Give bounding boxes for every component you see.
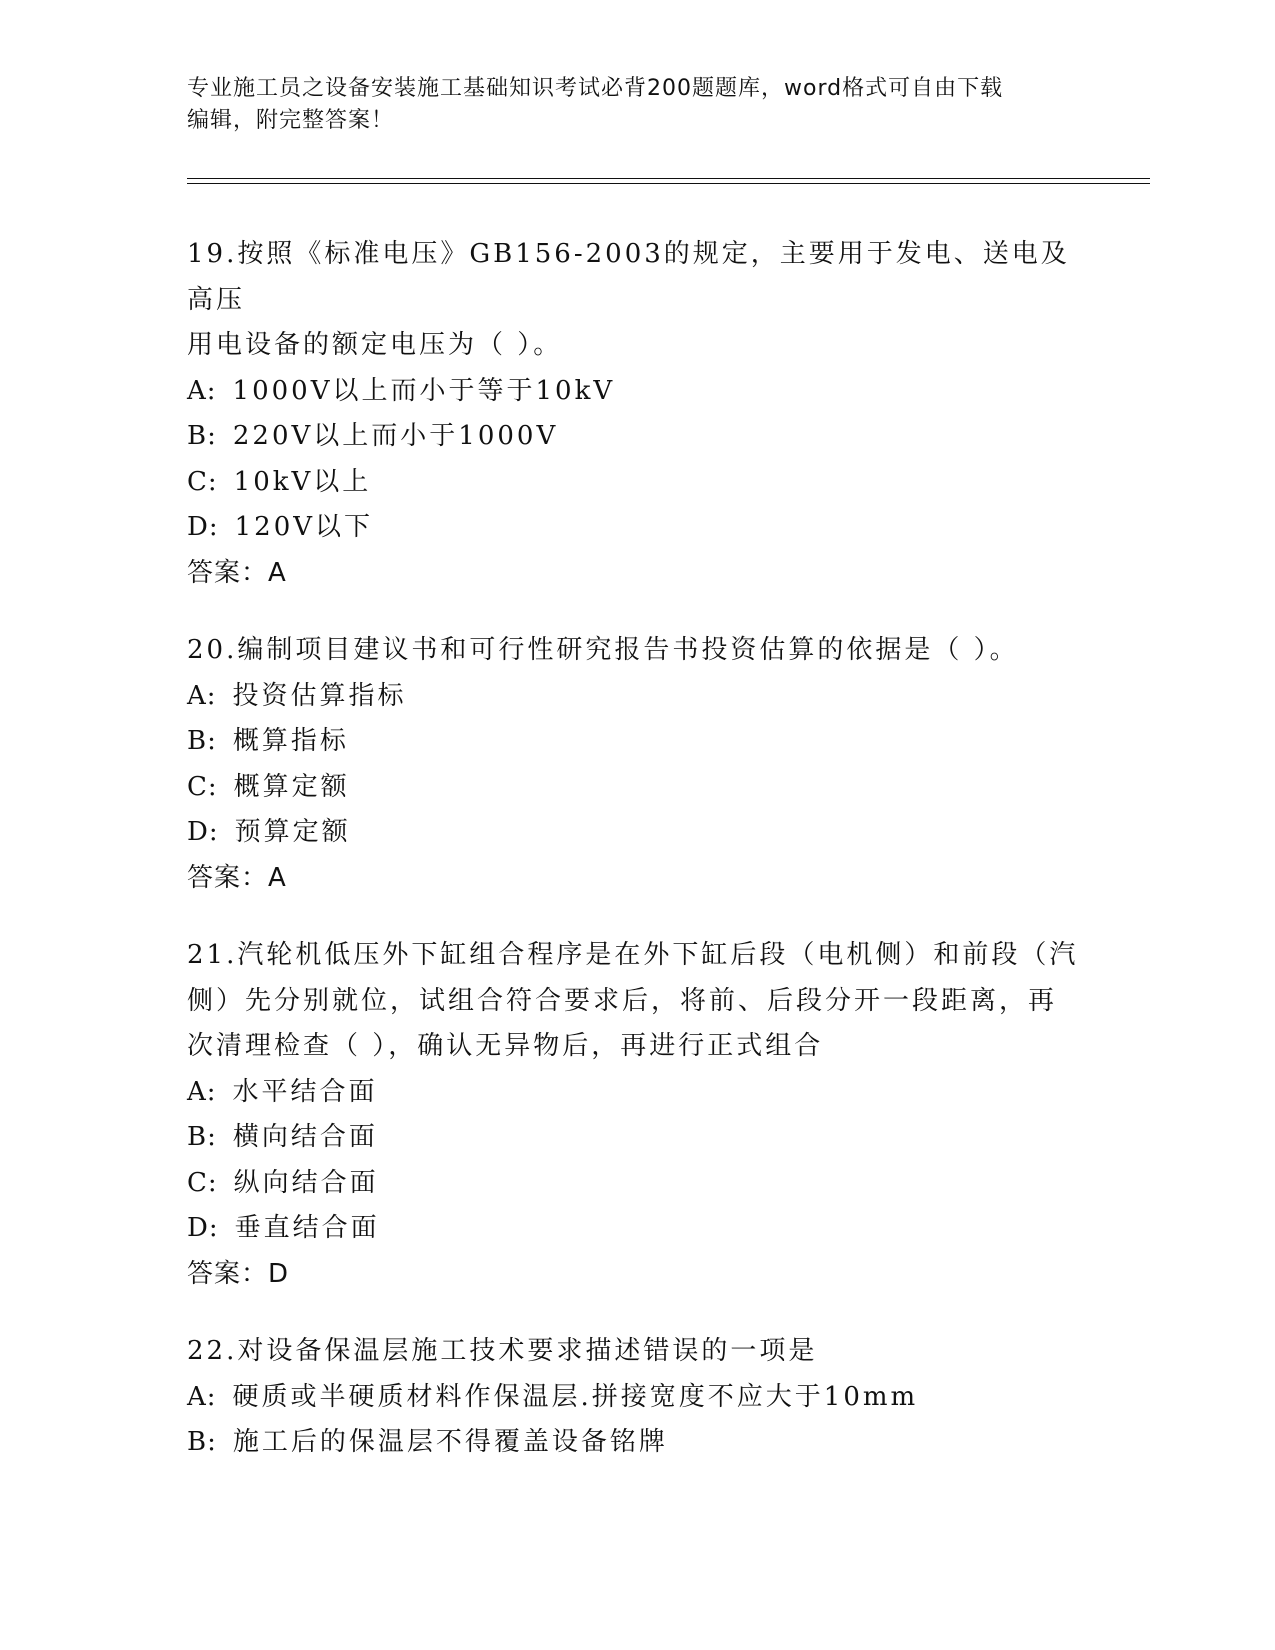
- option-text: 施工后的保温层不得覆盖设备铭牌: [232, 1427, 668, 1457]
- option-letter: B:: [187, 421, 217, 451]
- option-letter: A:: [187, 375, 217, 406]
- option-letter: C:: [187, 1167, 218, 1198]
- option-b: [187, 414, 1087, 460]
- option-text: 120V以下: [234, 512, 374, 542]
- option-a: [187, 1375, 1087, 1421]
- page-header: [187, 73, 1087, 137]
- option-letter: D:: [187, 817, 219, 847]
- option-a: [187, 674, 1087, 720]
- option-letter: C:: [187, 771, 218, 802]
- question-stem-line: 用电设备的额定电压为（ ）。: [187, 330, 563, 360]
- option-text: 横向结合面: [232, 1122, 378, 1152]
- option-text: 硬质或半硬质材料作保温层.拼接宽度不应大于10mm: [232, 1381, 919, 1412]
- option-b: [187, 1115, 1087, 1161]
- answer-line: 答案：A: [187, 557, 287, 588]
- option-text: 纵向结合面: [233, 1167, 379, 1198]
- answer-line: 答案：A: [187, 862, 287, 893]
- option-letter: B:: [187, 726, 217, 756]
- option-letter: D:: [187, 512, 219, 542]
- option-b: [187, 719, 1087, 765]
- option-letter: A:: [187, 1381, 217, 1412]
- answer-line: 答案：D: [187, 1258, 290, 1289]
- option-letter: A:: [187, 680, 217, 711]
- option-letter: A:: [187, 1076, 217, 1107]
- option-a: [187, 369, 1087, 415]
- question-19: [187, 232, 1087, 596]
- option-d: [187, 505, 1087, 551]
- question-20: [187, 628, 1087, 901]
- question-stem-line: 次清理检查（ ），确认无异物后，再进行正式组合: [187, 1031, 824, 1061]
- question-22: [187, 1329, 1087, 1466]
- header-line-2: 编辑，附完整答案！: [187, 108, 395, 133]
- option-d: [187, 810, 1087, 856]
- question-stem-line: 22.对设备保温层施工技术要求描述错误的一项是: [187, 1336, 818, 1366]
- question-stem-line: 19.按照《标准电压》GB156-2003的规定，主要用于发电、送电及高压: [187, 239, 1070, 315]
- question-21: [187, 933, 1087, 1297]
- header-line-1: 专业施工员之设备安装施工基础知识考试必背200题题库，word格式可自由下载: [187, 76, 1004, 101]
- option-letter: B:: [187, 1427, 217, 1457]
- option-letter: C:: [187, 466, 218, 497]
- question-stem-line: 20.编制项目建议书和可行性研究报告书投资估算的依据是（ ）。: [187, 635, 1019, 665]
- option-text: 概算定额: [233, 771, 350, 802]
- option-text: 投资估算指标: [232, 680, 407, 711]
- option-b: [187, 1420, 1087, 1466]
- option-d: [187, 1206, 1087, 1252]
- header-rule-top: [187, 178, 1150, 179]
- header-rule-bottom: [187, 183, 1150, 184]
- question-stem-line: 侧）先分别就位，试组合符合要求后，将前、后段分开一段距离，再: [187, 985, 1058, 1016]
- option-text: 1000V以上而小于等于10kV: [232, 375, 616, 406]
- option-text: 概算指标: [232, 726, 349, 756]
- option-text: 预算定额: [234, 817, 351, 847]
- question-stem-line: 21.汽轮机低压外下缸组合程序是在外下缸后段（电机侧）和前段（汽: [187, 940, 1079, 970]
- option-a: [187, 1070, 1087, 1116]
- option-c: [187, 765, 1087, 811]
- option-text: 水平结合面: [232, 1076, 378, 1107]
- option-c: [187, 460, 1087, 506]
- option-c: [187, 1161, 1087, 1207]
- question-list: [187, 232, 1087, 1498]
- option-text: 垂直结合面: [234, 1213, 380, 1243]
- option-text: 220V以上而小于1000V: [232, 421, 559, 451]
- option-letter: B:: [187, 1122, 217, 1152]
- option-text: 10kV以上: [233, 466, 372, 497]
- option-letter: D:: [187, 1213, 219, 1243]
